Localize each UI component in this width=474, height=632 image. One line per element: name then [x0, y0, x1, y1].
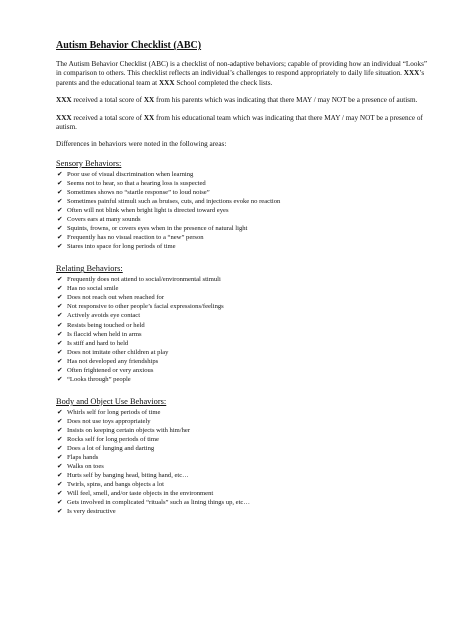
checklist-item-text: Is flaccid when held in arms	[67, 330, 142, 338]
checklist-item-text: Actively avoids eye contact	[67, 312, 141, 320]
checkmark-icon: ✔	[57, 242, 63, 251]
intro-placeholder-1: XXX	[403, 69, 420, 78]
checklist-item	[56, 233, 428, 242]
checklist-item-text: Is stiff and hard to held	[67, 339, 129, 347]
checklist-item-text: Sometimes shows no “startle response” to loud noise”	[67, 188, 210, 196]
checkmark-icon: ✔	[57, 374, 63, 383]
checklist-item	[56, 321, 428, 330]
parents-score-value: XX	[143, 96, 155, 105]
checklist-item-text: Covers ears at many sounds	[67, 216, 141, 224]
checklist-item	[56, 311, 428, 320]
section-title: Body and Object Use Behaviors:	[56, 396, 167, 406]
checklist-item	[56, 471, 428, 480]
checklist-item	[56, 375, 428, 384]
checklist-item	[56, 366, 428, 375]
checkmark-icon: ✔	[57, 169, 63, 178]
behavior-checklist	[56, 275, 428, 384]
checklist-item-text: Does not reach out when reached for	[67, 294, 165, 302]
checklist-item-text: Seems not to hear, so that a hearing loss is suspected	[67, 179, 206, 187]
checklist-item-text: Does a lot of lunging and darting	[67, 445, 155, 453]
parents-score-end: from his parents which was indicating that there MAY / may NOT be a presence of autism.	[154, 96, 418, 105]
checkmark-icon: ✔	[57, 407, 63, 416]
checklist-item-text: Often frightened or very anxious	[67, 366, 154, 374]
checkmark-icon: ✔	[57, 453, 63, 462]
checkmark-icon: ✔	[57, 416, 63, 425]
checklist-item	[56, 357, 428, 366]
intro-paragraph	[56, 60, 428, 88]
checkmark-icon: ✔	[57, 329, 63, 338]
checkmark-icon: ✔	[57, 178, 63, 187]
checklist-item	[56, 293, 428, 302]
checkmark-icon: ✔	[57, 507, 63, 516]
checklist-item	[56, 284, 428, 293]
document-title: Autism Behavior Checklist (ABC)	[56, 40, 202, 51]
checkmark-icon: ✔	[57, 206, 63, 215]
section-title: Relating Behaviors:	[56, 264, 123, 274]
checklist-item-text: Hurts self by banging head, biting hand, etc…	[67, 472, 189, 480]
checklist-item-text: Has not developed any friendships	[67, 357, 159, 365]
checklist-item-text: Squints, frowns, or covers eyes when in the presence of natural light	[67, 225, 248, 233]
checkmark-icon: ✔	[57, 284, 63, 293]
checkmark-icon: ✔	[57, 347, 63, 356]
checklist-item-text: Frequently has no visual reaction to a “new” person	[67, 234, 204, 242]
team-score-value: XX	[143, 113, 155, 122]
checklist-item-text: Walks on toes	[67, 463, 104, 471]
checklist-item	[56, 188, 428, 197]
checklist-item	[56, 426, 428, 435]
checkmark-icon: ✔	[57, 489, 63, 498]
checklist-item	[56, 179, 428, 188]
checklist-item	[56, 339, 428, 348]
checklist-item	[56, 462, 428, 471]
checklist-item	[56, 408, 428, 417]
checkmark-icon: ✔	[57, 275, 63, 284]
checklist-item-text: Does not use toys appropriately	[67, 417, 151, 425]
intro-placeholder-2: XXX	[158, 78, 175, 87]
checklist-item	[56, 275, 428, 284]
checklist-item	[56, 206, 428, 215]
checkmark-icon: ✔	[57, 356, 63, 365]
checklist-item-text: Twirls, spins, and bangs objects a lot	[67, 481, 164, 489]
checkmark-icon: ✔	[57, 187, 63, 196]
checklist-item	[56, 480, 428, 489]
checklist-item-text: Gets involved in complicated “rituals” such as lining things up, etc…	[67, 499, 250, 507]
behavior-checklist	[56, 170, 428, 251]
behavior-sections	[56, 159, 428, 517]
checklist-item-text: Does not imitate other children at play	[67, 348, 169, 356]
behavior-checklist	[56, 408, 428, 517]
checklist-item-text: Has no social smile	[67, 285, 119, 293]
checkmark-icon: ✔	[57, 365, 63, 374]
checklist-item	[56, 215, 428, 224]
checklist-item	[56, 435, 428, 444]
checkmark-icon: ✔	[57, 444, 63, 453]
team-score-end: from his educational team which was indicating that there MAY / may NOT be a presence of autism.	[56, 113, 423, 132]
checklist-item-text: Insists on keeping certain objects with him/her	[67, 426, 191, 434]
checkmark-icon: ✔	[57, 338, 63, 347]
checklist-item	[56, 489, 428, 498]
checkmark-icon: ✔	[57, 293, 63, 302]
checkmark-icon: ✔	[57, 425, 63, 434]
checkmark-icon: ✔	[57, 302, 63, 311]
checklist-item-text: Resists being touched or held	[67, 321, 145, 329]
intro-text-2: ’s parents and the educational team at	[56, 69, 425, 87]
checklist-item-text: Sometimes painful stimuli such as bruises, cuts, and injections evoke no reaction	[67, 197, 281, 205]
checklist-item-text: Whirls self for long periods of time	[67, 408, 161, 416]
checklist-item	[56, 242, 428, 251]
intro-text-3: School completed the check lists.	[174, 78, 273, 87]
checkmark-icon: ✔	[57, 498, 63, 507]
checklist-item-text: Not responsive to other people’s facial expressions/feelings	[67, 303, 224, 311]
checklist-item	[56, 498, 428, 507]
checklist-item-text: Poor use of visual discrimination when learning	[67, 170, 194, 178]
checklist-item-text: Often will not blink when bright light is directed toward eyes	[67, 207, 229, 215]
checklist-item-text: Stares into space for long periods of time	[67, 243, 176, 251]
checklist-item	[56, 224, 428, 233]
parents-score-paragraph	[56, 96, 428, 105]
intro-text-1: The Autism Behavior Checklist (ABC) is a checklist of non-adaptive behaviors; capable of providing how an individual “Looks” in comparison to others. This checklist reflects an individual’s challenges to respond appropriately to daily life situation.	[56, 60, 428, 78]
checkmark-icon: ✔	[57, 224, 63, 233]
checkmark-icon: ✔	[57, 480, 63, 489]
checklist-item	[56, 197, 428, 206]
checklist-item-text: Flaps hands	[67, 454, 99, 462]
checkmark-icon: ✔	[57, 196, 63, 205]
parents-score-text: received a total score of	[71, 96, 144, 105]
checklist-item	[56, 453, 428, 462]
checklist-item	[56, 444, 428, 453]
differences-paragraph: Differences in behaviors were noted in the following areas:	[56, 140, 227, 149]
team-score-name: XXX	[56, 113, 72, 122]
checklist-item	[56, 302, 428, 311]
checklist-item-text: Will feel, smell, and/or taste objects in the environment	[67, 490, 214, 498]
checklist-item	[56, 507, 428, 516]
team-score-paragraph	[56, 114, 428, 133]
checklist-item	[56, 348, 428, 357]
team-score-text: received a total score of	[71, 113, 144, 122]
parents-score-name: XXX	[56, 96, 72, 105]
checklist-item-text: “Looks through” people	[67, 375, 131, 383]
checklist-item	[56, 330, 428, 339]
checkmark-icon: ✔	[57, 434, 63, 443]
checkmark-icon: ✔	[57, 215, 63, 224]
document-content	[56, 40, 428, 529]
checkmark-icon: ✔	[57, 471, 63, 480]
checklist-item-text: Frequently does not attend to social/environmental stimuli	[67, 276, 221, 284]
checkmark-icon: ✔	[57, 233, 63, 242]
checklist-item	[56, 417, 428, 426]
checklist-item-text: Is very destructive	[67, 508, 116, 516]
checklist-item	[56, 170, 428, 179]
checklist-item-text: Rocks self for long periods of time	[67, 435, 159, 443]
checkmark-icon: ✔	[57, 311, 63, 320]
section-title: Sensory Behaviors:	[56, 158, 122, 168]
checkmark-icon: ✔	[57, 320, 63, 329]
checkmark-icon: ✔	[57, 462, 63, 471]
